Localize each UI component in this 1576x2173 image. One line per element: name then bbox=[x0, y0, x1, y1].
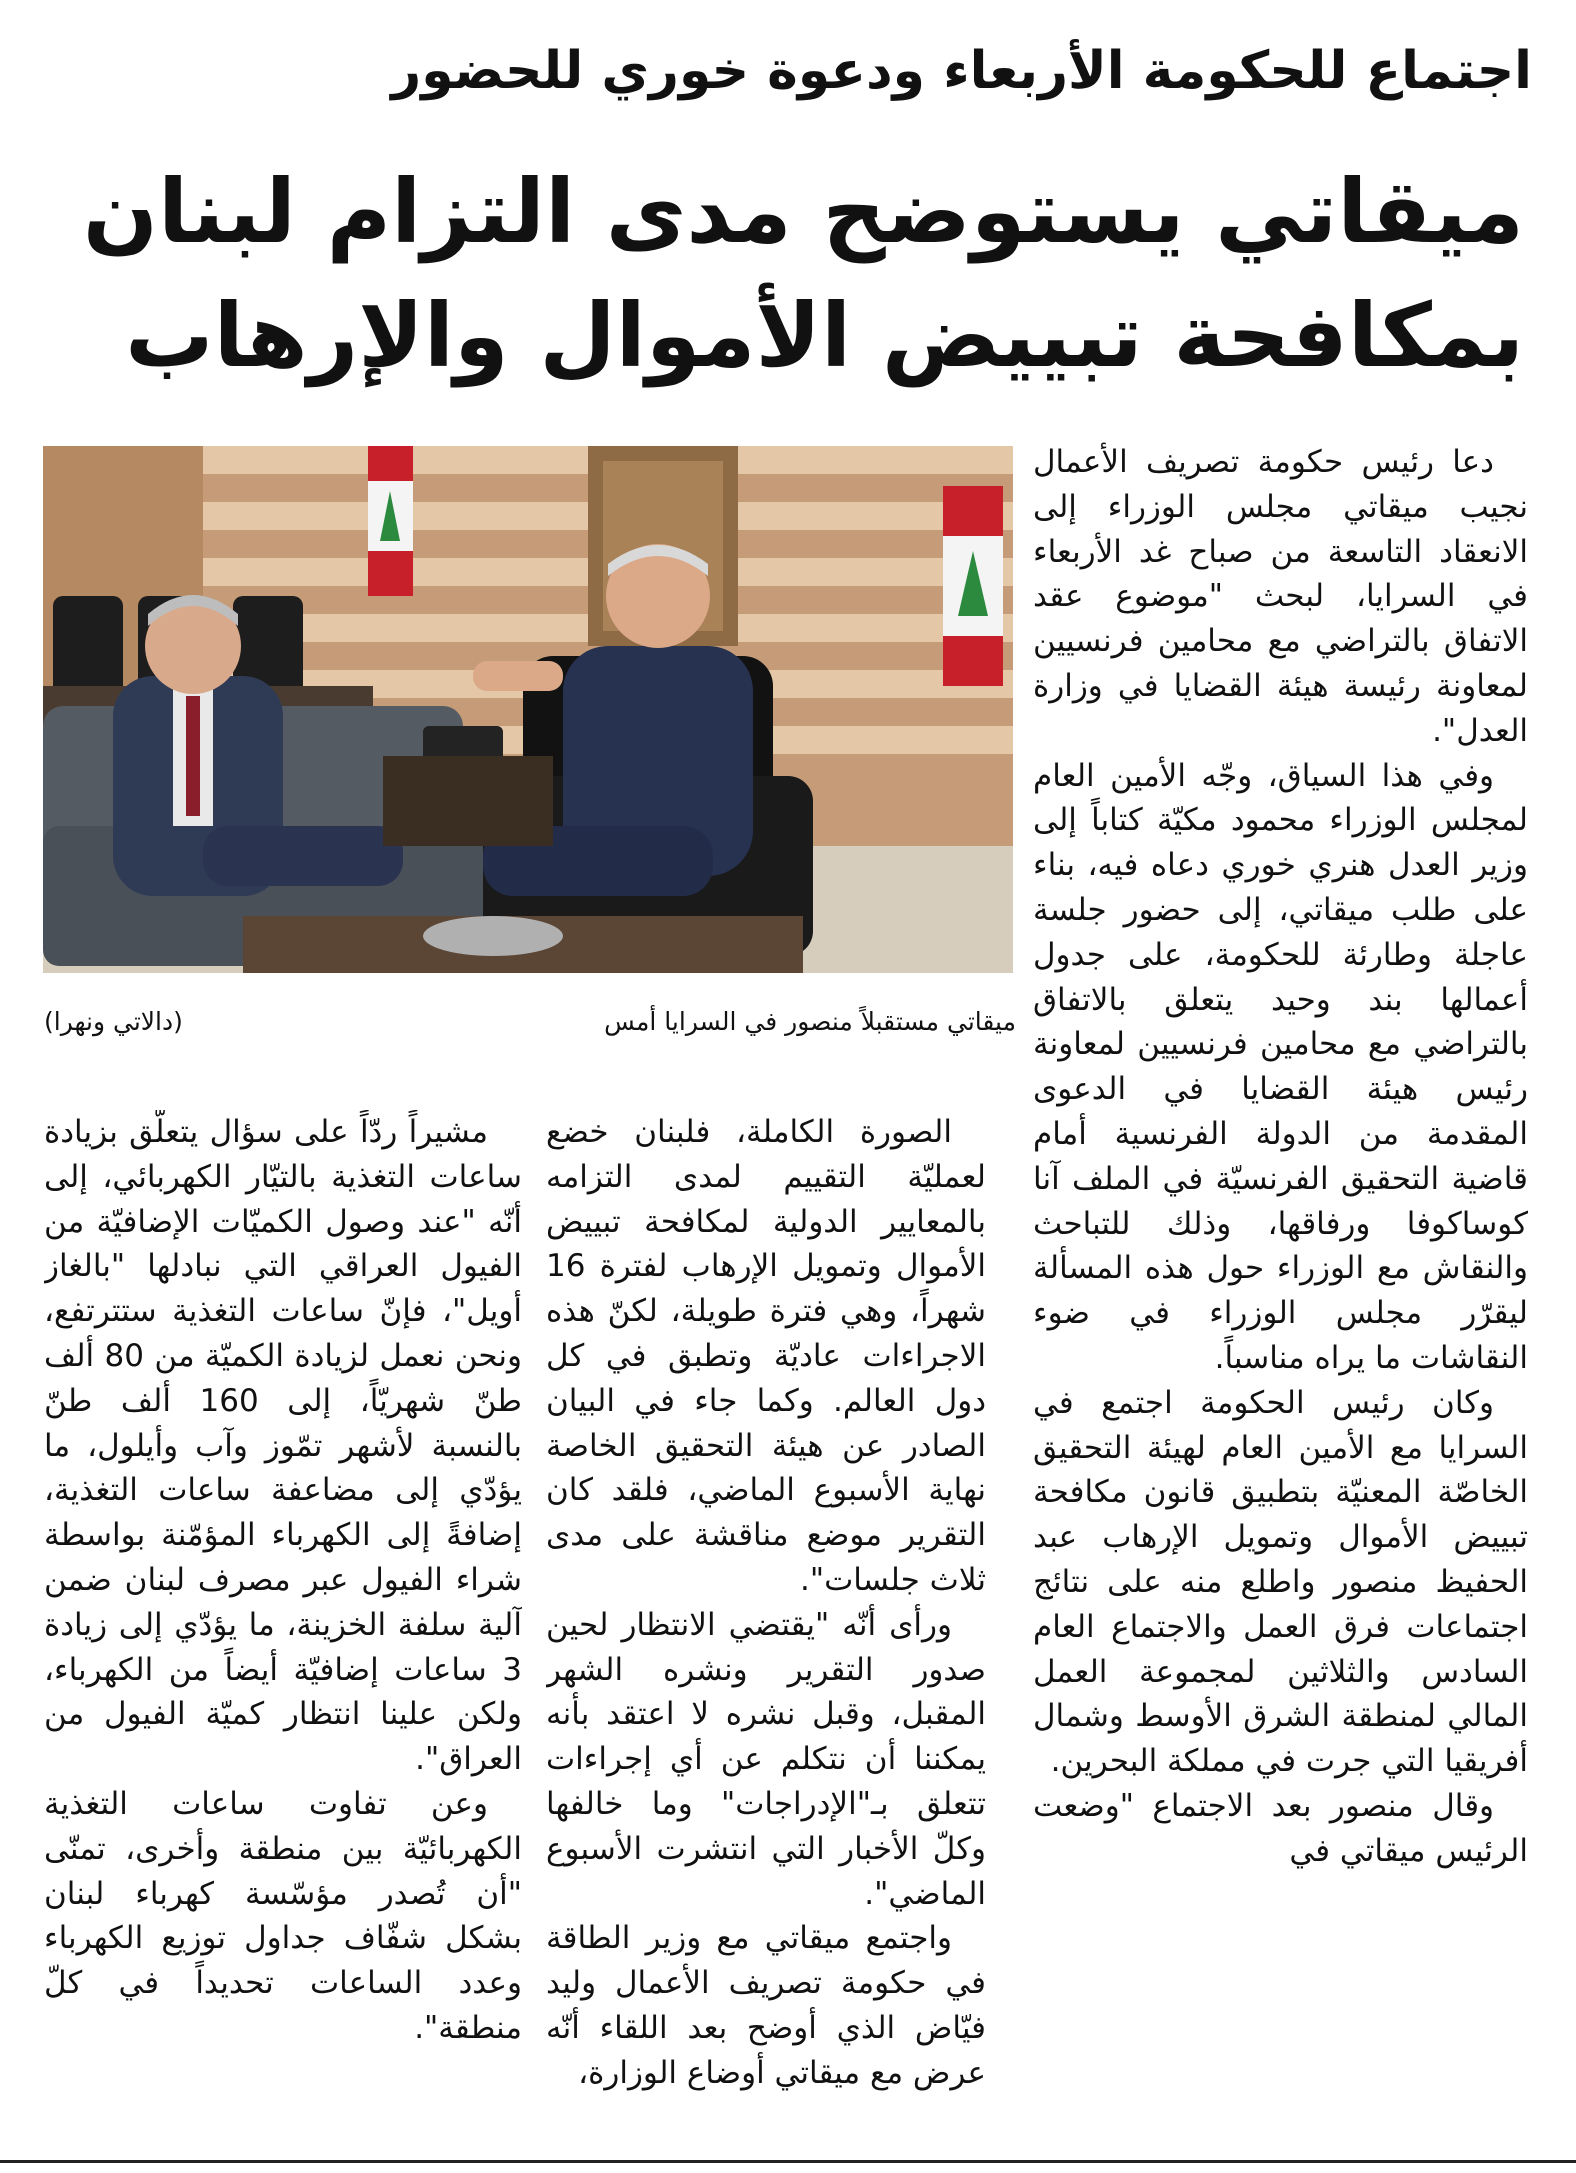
paragraph: واجتمع ميقاتي مع وزير الطاقة في حكومة تصريف الأعمال وليد فيّاض الذي أوضح بعد اللقاء أنّه عرض مع ميقاتي أوضاع الوزارة، bbox=[546, 1920, 986, 2091]
paragraph: ورأى أنّه "يقتضي الانتظار لحين صدور التقرير ونشره الشهر المقبل، وقبل نشره لا اعتقد بأنه يمكننا أن نتكلم عن أي إجراءات تتعلق بـ"الإدراجات" وما خالفها وكلّ الأخبار التي انتشرت الأسبوع الماضي". bbox=[546, 1606, 986, 1912]
headline-line-2: بمكافحة تبييض الأموال والإرهاب bbox=[125, 284, 1524, 387]
article-column-middle bbox=[546, 1110, 986, 2140]
photo-caption: ميقاتي مستقبلاً منصور في السرايا أمس bbox=[604, 1007, 1016, 1036]
article-subhead: اجتماع للحكومة الأربعاء ودعوة خوري للحضور bbox=[391, 41, 1532, 101]
article-headline bbox=[54, 150, 1524, 398]
paragraph: وفي هذا السياق، وجّه الأمين العام لمجلس الوزراء محمود مكيّة كتاباً إلى وزير العدل هنري خوري دعاه فيه، بناء على طلب ميقاتي، إلى حضور جلسة عاجلة وطارئة للحكومة، على جدول أعمالها بند وحيد يتعلق بالاتفاق بالتراضي مع محامين فرنسيين لمعاونة رئيس هيئة القضايا في الدعوى المقدمة من الدولة الفرنسية أمام قاضية التحقيق الفرنسيّة في الملف آنا كوساكوفا ورفاقها، وذلك للتباحث والنقاش مع الوزراء حول هذه المسألة ليقرّر مجلس الوزراء في ضوء النقاشات ما يراه مناسباً. bbox=[1033, 757, 1528, 1376]
paragraph: وعن تفاوت ساعات التغذية الكهربائيّة بين منطقة وأخرى، تمنّى "أن تُصدر مؤسّسة كهرباء لبنان بشكل شفّاف جداول توزيع الكهرباء وعدد الساعات تحديداً في كلّ منطقة". bbox=[44, 1785, 522, 2046]
meeting-photo-illustration bbox=[43, 446, 1013, 973]
headline-line-1: ميقاتي يستوضح مدى التزام لبنان bbox=[82, 160, 1524, 263]
bottom-divider bbox=[0, 2160, 1576, 2163]
paragraph: مشيراً ردّاً على سؤال يتعلّق بزيادة ساعات التغذية بالتيّار الكهربائي، إلى أنّه "عند وصول الكميّات الإضافيّة من الفيول العراقي التي نبادلها "بالغاز أويل"، فإنّ ساعات التغذية ستترتفع، ونحن نعمل لزيادة الكميّة من 80 ألف طنّ شهريّاً، إلى 160 ألف طنّ بالنسبة لأشهر تمّوز وآب وأيلول، ما يؤدّي إلى مضاعفة ساعات التغذية، إضافةً إلى الكهرباء المؤمّنة بواسطة شراء الفيول عبر مصرف لبنان ضمن آلية سلفة الخزينة، ما يؤدّي إلى زيادة 3 ساعات إضافيّة أيضاً من الكهرباء، ولكن علينا انتظار كميّة الفيول من العراق". bbox=[44, 1114, 522, 1778]
photo-credit: (دالاتي ونهرا) bbox=[44, 1007, 183, 1036]
paragraph: وكان رئيس الحكومة اجتمع في السرايا مع الأمين العام لهيئة التحقيق الخاصّة المعنيّة بتطبيق قانون مكافحة تبييض الأموال وتمويل الإرهاب عبد الحفيظ منصور واطلع منه على نتائج اجتماعات فرق العمل والاجتماع العام السادس والثلاثين لمجموعة العمل المالي لمنطقة الشرق الأوسط وشمال أفريقيا التي جرت في مملكة البحرين. bbox=[1033, 1384, 1528, 1780]
paragraph: الصورة الكاملة، فلبنان خضع لعمليّة التقييم لمدى التزامه بالمعايير الدولية لمكافحة تبييض الأموال وتمويل الإرهاب لفترة 16 شهراً، وهي فترة طويلة، لكنّ هذه الاجراءات عاديّة وتطبق في كل دول العالم. وكما جاء في البيان الصادر عن هيئة التحقيق الخاصة نهاية الأسبوع الماضي، فلقد كان التقرير موضع مناقشة على مدى ثلاث جلسات". bbox=[546, 1114, 986, 1598]
article-column-left bbox=[44, 1110, 522, 2140]
article-photo bbox=[43, 446, 1013, 973]
article-column-right bbox=[1033, 440, 1528, 2145]
paragraph: وقال منصور بعد الاجتماع "وضعت الرئيس ميقاتي في bbox=[1033, 1787, 1528, 1869]
paragraph: دعا رئيس حكومة تصريف الأعمال نجيب ميقاتي مجلس الوزراء إلى الانعقاد التاسعة من صباح غد الأربعاء في السرايا، لبحث "موضوع عقد الاتفاق بالتراضي مع محامين فرنسيين لمعاونة رئيسة هيئة القضايا في وزارة العدل". bbox=[1033, 444, 1528, 749]
